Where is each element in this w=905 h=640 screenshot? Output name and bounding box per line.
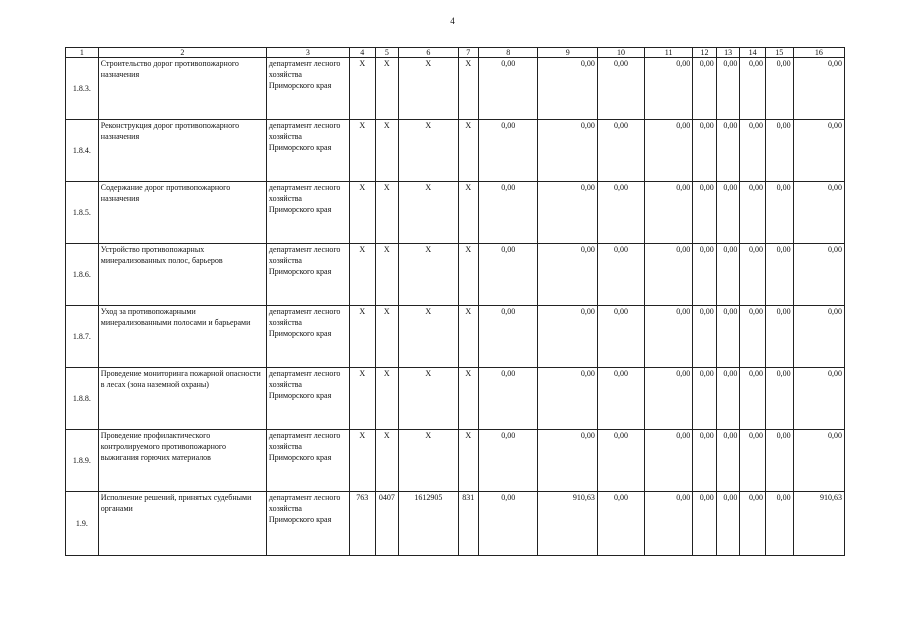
value-cell-col-14: 0,00 [740,430,766,492]
activity-name-cell: Уход за противопожарными минерализованными полосами и барьерами [98,306,266,368]
value-cell-col-9: 0,00 [538,306,597,368]
value-cell-col-16: 0,00 [793,120,844,182]
column-number-1: 1 [66,48,99,58]
value-cell-col-14: 0,00 [740,58,766,120]
value-cell-col-8: 0,00 [479,120,538,182]
value-cell-col-11: 0,00 [645,368,693,430]
row-number-cell: 1.8.9. [66,430,99,492]
table-row [66,182,845,244]
value-cell-col-9: 0,00 [538,182,597,244]
value-cell-col-16: 0,00 [793,306,844,368]
value-cell-col-6: X [399,58,458,120]
activity-name-cell: Исполнение решений, принятых судебными органами [98,492,266,556]
value-cell-col-6: X [399,182,458,244]
column-number-4: 4 [349,48,375,58]
value-cell-col-13: 0,00 [716,306,740,368]
value-cell-col-5: X [375,430,399,492]
row-number-cell: 1.8.7. [66,306,99,368]
value-cell-col-14: 0,00 [740,306,766,368]
value-cell-col-4: X [349,244,375,306]
value-cell-col-7: X [458,58,479,120]
table-row [66,492,845,556]
value-cell-col-8: 0,00 [479,430,538,492]
value-cell-col-5: X [375,120,399,182]
value-cell-col-5: X [375,182,399,244]
table-row [66,58,845,120]
value-cell-col-11: 0,00 [645,120,693,182]
row-number-cell: 1.9. [66,492,99,556]
value-cell-col-15: 0,00 [765,430,793,492]
row-number-cell: 1.8.8. [66,368,99,430]
value-cell-col-12: 0,00 [693,430,717,492]
column-number-14: 14 [740,48,766,58]
column-number-3: 3 [266,48,349,58]
value-cell-col-12: 0,00 [693,244,717,306]
column-number-7: 7 [458,48,479,58]
value-cell-col-5: X [375,244,399,306]
value-cell-col-11: 0,00 [645,430,693,492]
value-cell-col-4: X [349,306,375,368]
value-cell-col-5: X [375,306,399,368]
value-cell-col-15: 0,00 [765,368,793,430]
value-cell-col-7: X [458,368,479,430]
value-cell-col-12: 0,00 [693,368,717,430]
value-cell-col-10: 0,00 [597,120,644,182]
department-cell: департамент лесного хозяйства Приморского края [266,58,349,120]
column-number-16: 16 [793,48,844,58]
value-cell-col-15: 0,00 [765,58,793,120]
row-number-cell: 1.8.6. [66,244,99,306]
value-cell-col-12: 0,00 [693,58,717,120]
value-cell-col-10: 0,00 [597,492,644,556]
value-cell-col-11: 0,00 [645,306,693,368]
value-cell-col-8: 0,00 [479,182,538,244]
value-cell-col-15: 0,00 [765,244,793,306]
department-cell: департамент лесного хозяйства Приморского края [266,368,349,430]
value-cell-col-10: 0,00 [597,58,644,120]
value-cell-col-6: X [399,244,458,306]
row-number-cell: 1.8.5. [66,182,99,244]
value-cell-col-13: 0,00 [716,120,740,182]
table-body [66,48,845,556]
column-number-10: 10 [597,48,644,58]
column-number-11: 11 [645,48,693,58]
row-number-cell: 1.8.4. [66,120,99,182]
department-cell: департамент лесного хозяйства Приморского края [266,182,349,244]
table-row [66,244,845,306]
value-cell-col-7: X [458,244,479,306]
value-cell-col-10: 0,00 [597,430,644,492]
value-cell-col-11: 0,00 [645,58,693,120]
value-cell-col-8: 0,00 [479,492,538,556]
table-row [66,368,845,430]
value-cell-col-13: 0,00 [716,430,740,492]
value-cell-col-16: 910,63 [793,492,844,556]
value-cell-col-16: 0,00 [793,368,844,430]
value-cell-col-14: 0,00 [740,368,766,430]
value-cell-col-9: 0,00 [538,58,597,120]
column-number-12: 12 [693,48,717,58]
value-cell-col-6: X [399,120,458,182]
value-cell-col-8: 0,00 [479,58,538,120]
activity-name-cell: Строительство дорог противопожарного назначения [98,58,266,120]
value-cell-col-5: 0407 [375,492,399,556]
value-cell-col-15: 0,00 [765,306,793,368]
value-cell-col-13: 0,00 [716,58,740,120]
value-cell-col-9: 0,00 [538,244,597,306]
activity-name-cell: Проведение мониторинга пожарной опасности в лесах (зона наземной охраны) [98,368,266,430]
value-cell-col-13: 0,00 [716,368,740,430]
value-cell-col-7: 831 [458,492,479,556]
value-cell-col-15: 0,00 [765,120,793,182]
value-cell-col-5: X [375,368,399,430]
value-cell-col-13: 0,00 [716,182,740,244]
value-cell-col-9: 910,63 [538,492,597,556]
value-cell-col-12: 0,00 [693,120,717,182]
value-cell-col-9: 0,00 [538,430,597,492]
department-cell: департамент лесного хозяйства Приморского края [266,306,349,368]
value-cell-col-10: 0,00 [597,368,644,430]
department-cell: департамент лесного хозяйства Приморского края [266,244,349,306]
department-cell: департамент лесного хозяйства Приморского края [266,120,349,182]
value-cell-col-14: 0,00 [740,492,766,556]
department-cell: департамент лесного хозяйства Приморского края [266,430,349,492]
column-number-5: 5 [375,48,399,58]
value-cell-col-16: 0,00 [793,182,844,244]
column-number-13: 13 [716,48,740,58]
value-cell-col-6: X [399,368,458,430]
value-cell-col-8: 0,00 [479,368,538,430]
value-cell-col-8: 0,00 [479,306,538,368]
column-number-15: 15 [765,48,793,58]
value-cell-col-15: 0,00 [765,182,793,244]
value-cell-col-14: 0,00 [740,244,766,306]
table-row [66,430,845,492]
value-cell-col-7: X [458,430,479,492]
value-cell-col-6: X [399,430,458,492]
value-cell-col-7: X [458,120,479,182]
value-cell-col-7: X [458,306,479,368]
activity-name-cell: Реконструкция дорог противопожарного назначения [98,120,266,182]
value-cell-col-4: X [349,182,375,244]
value-cell-col-5: X [375,58,399,120]
column-number-6: 6 [399,48,458,58]
value-cell-col-12: 0,00 [693,492,717,556]
value-cell-col-12: 0,00 [693,182,717,244]
value-cell-col-4: X [349,368,375,430]
column-number-9: 9 [538,48,597,58]
value-cell-col-9: 0,00 [538,120,597,182]
activity-name-cell: Проведение профилактического контролируемого противопожарного выжигания горючих материалов [98,430,266,492]
value-cell-col-14: 0,00 [740,182,766,244]
table-row [66,120,845,182]
value-cell-col-16: 0,00 [793,58,844,120]
value-cell-col-13: 0,00 [716,244,740,306]
value-cell-col-16: 0,00 [793,244,844,306]
value-cell-col-4: X [349,58,375,120]
page-number: 4 [450,16,455,26]
value-cell-col-13: 0,00 [716,492,740,556]
value-cell-col-6: 1612905 [399,492,458,556]
column-number-2: 2 [98,48,266,58]
row-number-cell: 1.8.3. [66,58,99,120]
value-cell-col-4: X [349,430,375,492]
value-cell-col-16: 0,00 [793,430,844,492]
table-row [66,306,845,368]
value-cell-col-11: 0,00 [645,182,693,244]
budget-table [65,47,845,556]
value-cell-col-10: 0,00 [597,244,644,306]
value-cell-col-10: 0,00 [597,182,644,244]
value-cell-col-11: 0,00 [645,492,693,556]
department-cell: департамент лесного хозяйства Приморского края [266,492,349,556]
value-cell-col-4: X [349,120,375,182]
value-cell-col-12: 0,00 [693,306,717,368]
column-number-row [66,48,845,58]
value-cell-col-6: X [399,306,458,368]
value-cell-col-9: 0,00 [538,368,597,430]
value-cell-col-11: 0,00 [645,244,693,306]
value-cell-col-14: 0,00 [740,120,766,182]
value-cell-col-15: 0,00 [765,492,793,556]
value-cell-col-4: 763 [349,492,375,556]
value-cell-col-10: 0,00 [597,306,644,368]
activity-name-cell: Устройство противопожарных минерализованных полос, барьеров [98,244,266,306]
value-cell-col-7: X [458,182,479,244]
column-number-8: 8 [479,48,538,58]
activity-name-cell: Содержание дорог противопожарного назначения [98,182,266,244]
value-cell-col-8: 0,00 [479,244,538,306]
